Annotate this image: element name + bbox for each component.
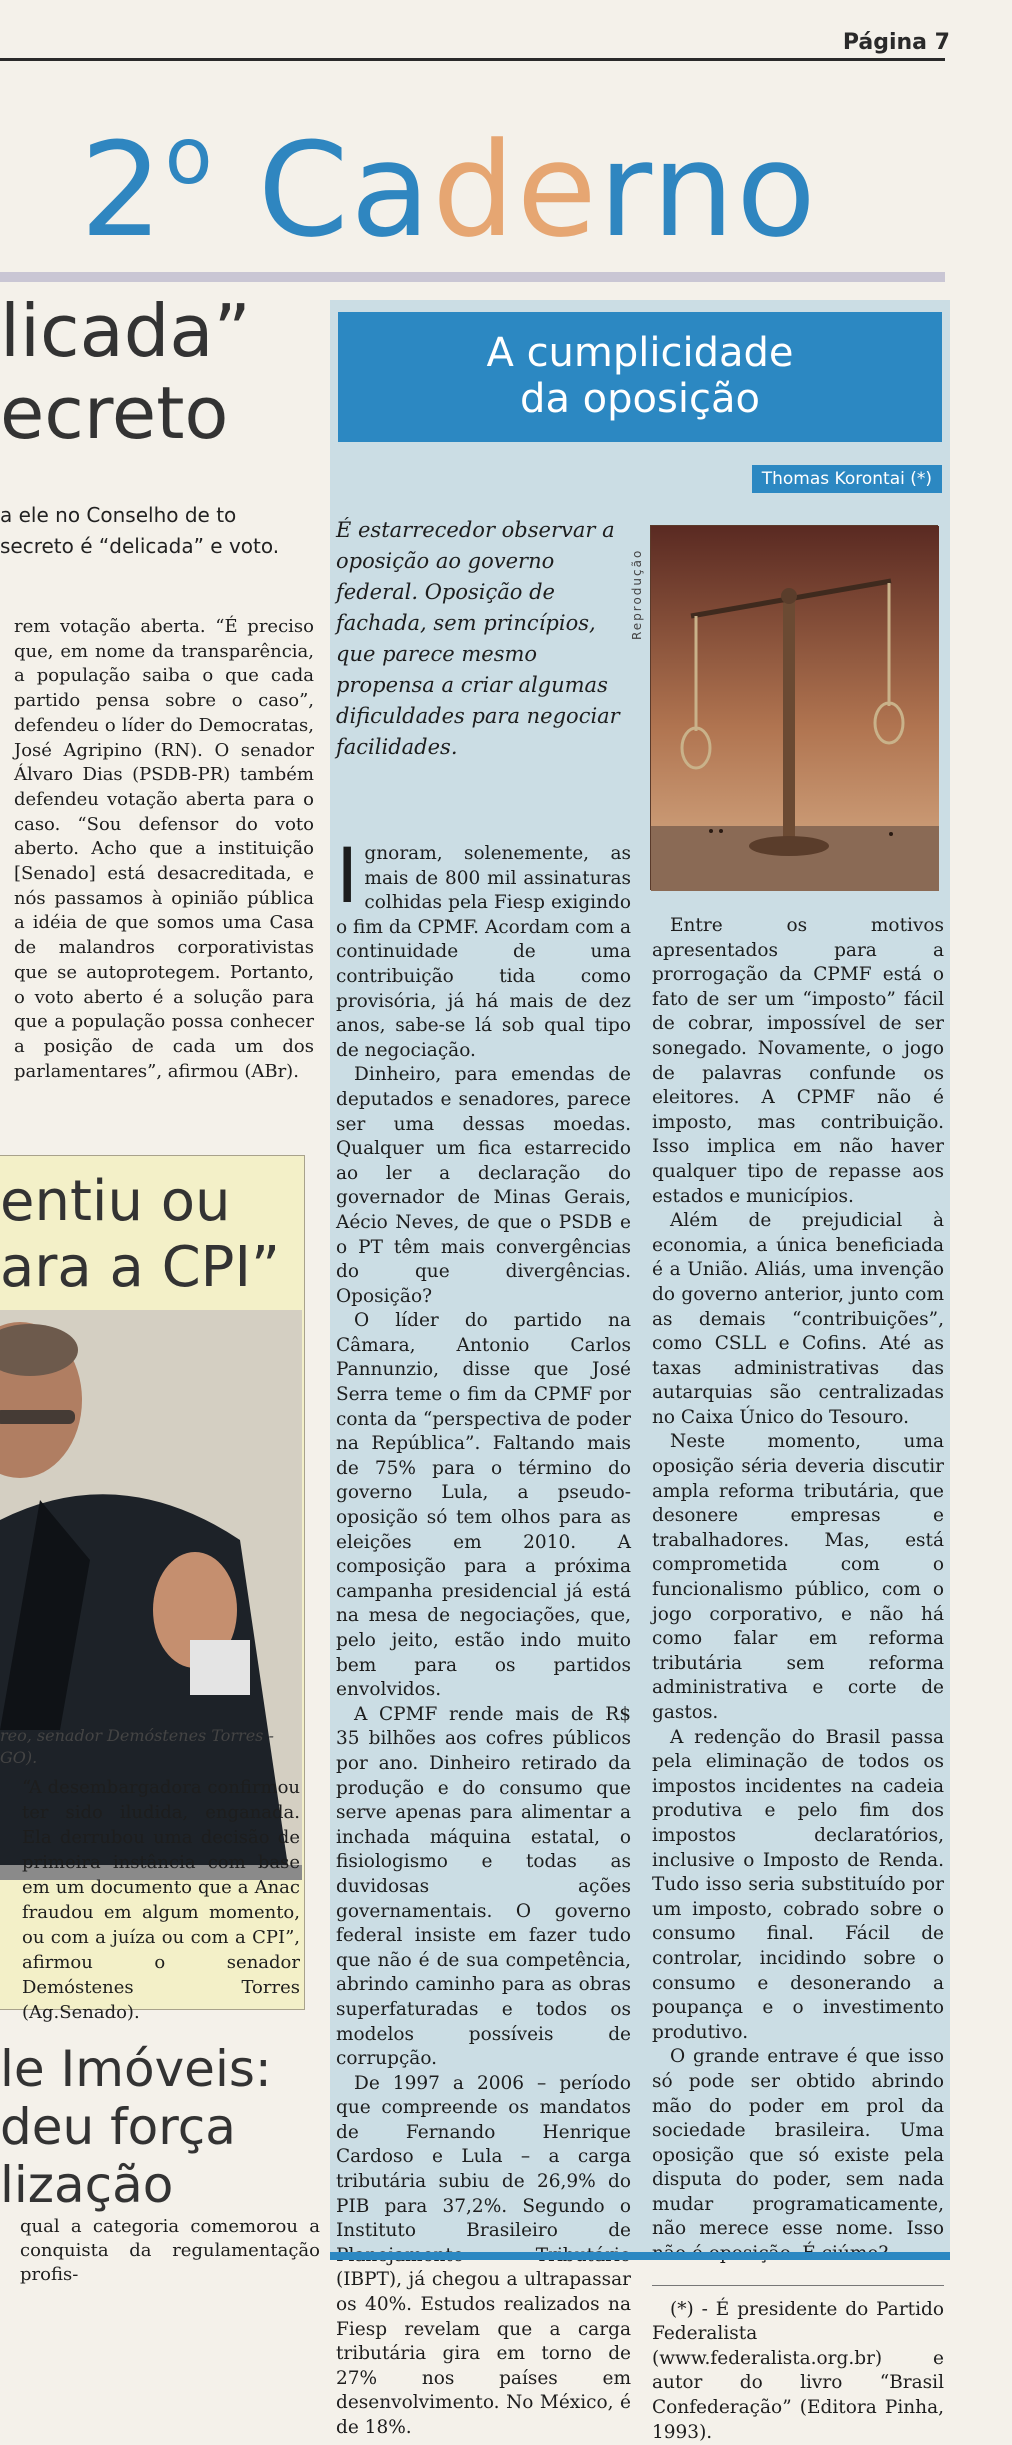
left-headline-line-2: ecreto xyxy=(0,371,229,455)
author-footnote: (*) - É presidente do Partido Federalista (www.federalista.org.br) e autor do livro “Brasil Confederação” (Editora Pinha, 1993). xyxy=(652,2298,944,2443)
masthead-rule xyxy=(0,272,945,282)
column-2-paragraph-5: O grande entrave é que isso só pode ser obtido abrindo mão do poder em prol da sociedade brasileira. Uma oposição que só existe pela disputa do poder, sem nada mudar programaticamente, não merece esse nome. Isso xyxy=(652,2046,944,2240)
gallows-scale-image xyxy=(651,526,939,891)
article-title-line-1: A cumplicidade xyxy=(486,330,794,376)
box-headline-line-1: entiu ou xyxy=(0,1169,231,1234)
column-2-paragraph-4: A redenção do Brasil passa pela eliminação de todos os impostos incidentes na cadeia produtiva e pelo fim dos impostos declaratórios, inclusive o Imposto de Renda. Tudo isso seria substituído por um imposto, cobrado sobre o consumo final. Fácil de controlar, incidindo sobre o consumo e desonerando a poupança e o investimento produtivo. xyxy=(652,1726,944,2043)
masthead-word-part-3: rno xyxy=(598,114,818,266)
photo-credit: Reprodução xyxy=(630,548,644,640)
column-1-paragraph-2: Dinheiro, para emendas de deputados e senadores, parece ser uma dessas moedas. Qualquer um fica estarrecido ao ler a declaração do governador de Minas Gerais, Aécio Neves, de que o PSDB e o PT têm mais convergências do que divergências. Oposição? xyxy=(336,1064,631,1307)
article-bottom-strip xyxy=(330,2252,950,2260)
box-headline-line-2: ara a CPI” xyxy=(0,1235,280,1300)
bottom-headline-line-3: lização xyxy=(0,2156,174,2214)
article-column-2 xyxy=(652,914,944,2445)
masthead-word-part-2: de xyxy=(432,114,599,266)
column-2-paragraph-1: Entre os motivos apresentados para a prorrogação da CPMF está o fato de ser um “imposto” fácil de cobrar, impossível de ser sonegado. Novamente, o jogo de palavras confunde os eleitores. A CPMF não é imposto, mas contribuição. Isso implica em não haver qualquer tipo de repasse aos estados e municípios. xyxy=(652,915,944,1207)
column-2-paragraph-2: Além de prejudicial à economia, a única beneficiada é a União. Aliás, uma invenção do governo anterior, junto com as demais “contribuições”, como CSLL e Cofins. Até as taxas administrativas das autarquias são centralizadas no Caixa Único do Tesouro. xyxy=(652,1210,944,1428)
photo-caption: reo, senador Demóstenes Torres -GO). xyxy=(0,1726,274,1767)
bottom-headline-line-2: deu força xyxy=(0,2098,236,2156)
article-intro: É estarrecedor observar a oposição ao governo federal. Oposição de fachada, sem princípios, que parece mesmo propensa a criar algumas dificuldades para negociar facilidades. xyxy=(336,518,620,759)
box-body-text: “A desembargadora confirmou ter sido iludida, enganada. Ela derrubou uma decisão de primeira instância com base em um documento que a Anac fraudou em algum momento, ou com a juíza ou com a CPI”, afirmou o senador Demóstenes Torres (Ag.Senado). xyxy=(22,1777,300,2023)
column-2-paragraph-3: Neste momento, uma oposição séria deveria discutir ampla reforma tributária, que desonere empresas e trabalhadores. Mas, está comprometida com o funcionalismo público, com o jogo corporativo, e não há como falar em reforma tributária sem reforma administrativa e corte de gastos. xyxy=(652,1431,944,1723)
left-lead: a ele no Conselho de to secreto é “delicada” e voto. xyxy=(0,503,280,558)
drop-cap: I xyxy=(336,831,359,920)
column-1-paragraph-1: gnoram, solenemente, as mais de 800 mil assinaturas colhidas pela Fiesp exigindo o fim da CPMF. Acordam com a continuidade de uma contribuição tida como provisória, já há mais de dez anos, sabe-se lá sob qual tipo de negociação. xyxy=(336,843,631,1061)
bottom-story-text: qual a categoria comemorou a conquista da regulamentação profis- xyxy=(20,2216,320,2285)
left-headline-line-1: licada” xyxy=(0,289,251,373)
top-rule xyxy=(0,58,945,61)
article-column-1 xyxy=(336,831,631,2441)
page-number: Página 7 xyxy=(842,30,950,55)
author-byline: Thomas Korontai (*) xyxy=(752,465,942,493)
masthead-degree: o xyxy=(164,112,215,202)
column-1-paragraph-5: De 1997 a 2006 – período que compreende os mandatos de Fernando Henrique Cardoso e Lula – a carga tributária subiu de 26,9% do PIB para 37,2%. Segundo o Instituto Brasileiro de (IBPT), já chegou a ultrapassar os 40%. Estudos realizados na Fiesp revelam que a carga tributária gira em torno de 27% nos países em desenvolvimento. No México, é de 18%. xyxy=(336,2072,631,2438)
masthead-number: 2 xyxy=(80,114,165,266)
section-masthead xyxy=(80,82,818,266)
article-title-line-2: da oposição xyxy=(520,376,760,422)
column-1-paragraph-4: A CPMF rende mais de R$ 35 bilhões aos cofres públicos por ano. Dinheiro retirado da produção e do consumo que serve apenas para alimentar a inchada máquina estatal, o fisiologismo e todas as duvidosas ações governamentais. O governo federal insiste em fazer tudo que não é de sua competência, abrindo caminho para as obras superfaturadas e todos os modelos possíveis de corrupção. xyxy=(336,1703,631,2070)
left-body-text: rem votação aberta. “É preciso que, em nome da transparência, a população saiba o que cada partido pensa sobre o caso”, defendeu o líder do Democratas, José Agripino (RN). O senador Álvaro Dias (PSDB-PR) também defendeu votação aberta para o caso. “Sou defensor do voto aberto. Acho que a instituição [Senado] está desacreditada, e nós passamos à opinião pública a idéia de que somos uma Casa de malandros corporativistas que se autoprotegem. Portanto, o voto aberto é a solução para que a população possa conhecer a posição de cada um dos parlamentares”, afirmou (ABr). xyxy=(14,616,314,1082)
bottom-headline-line-1: le Imóveis: xyxy=(0,2040,272,2098)
opinion-article xyxy=(330,300,950,2443)
footnote-divider xyxy=(652,2285,944,2286)
gallows-scale-illustration xyxy=(650,525,938,890)
article-title-banner xyxy=(338,312,942,442)
masthead-word-part-1: Ca xyxy=(257,114,433,266)
column-1-paragraph-3: O líder do partido na Câmara, Antonio Carlos Pannunzio, disse que José Serra teme o fim da CPMF por conta da “perspectiva de poder na República”. Faltando mais de 75% para o término do governo Lula, a pseudo-oposição só tem olhos para as eleições em 2010. A composição para a próxima campanha presidencial já está na mesa de negociações, que, pelo jeito, estão indo muito bem para os partidos envolvidos. xyxy=(336,1310,631,1701)
